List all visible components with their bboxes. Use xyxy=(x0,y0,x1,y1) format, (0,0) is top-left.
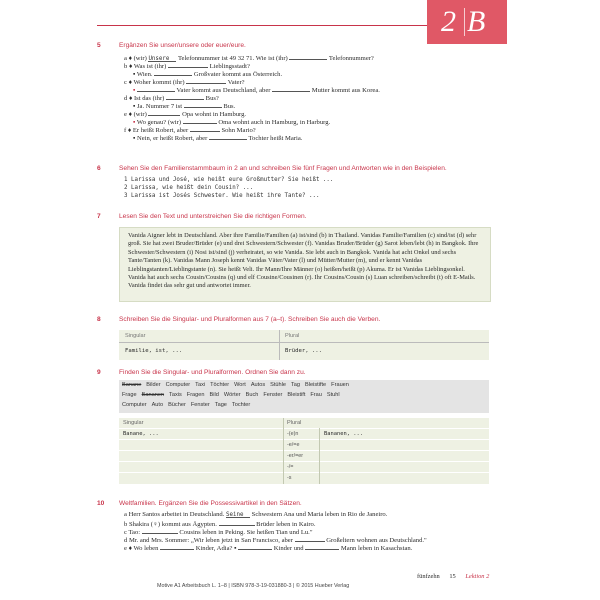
word-row-1 xyxy=(122,382,354,388)
answer-blank[interactable] xyxy=(148,109,180,116)
table-divider xyxy=(119,428,489,429)
word: Frauen xyxy=(331,382,349,388)
unit-badge xyxy=(427,0,507,44)
word: Taxis xyxy=(169,392,182,398)
unit-number: 2 xyxy=(441,5,456,38)
table-divider xyxy=(119,461,489,462)
header-rule xyxy=(97,25,437,26)
ex5-line-c2: ▪ Vater kommt aus Deutschland, aber Mutter kommt aus Korea. xyxy=(133,87,380,94)
table-divider xyxy=(319,428,320,484)
answer-blank[interactable] xyxy=(305,543,339,550)
answer-blank[interactable]: Unsere xyxy=(148,55,176,62)
answer-blank[interactable] xyxy=(289,53,327,60)
plural-suffix: -/= xyxy=(287,464,294,470)
word: Wort xyxy=(234,382,246,388)
ex5-line-f2: ▪ Nein, er heißt Robert, aber Tochter heißt Maria. xyxy=(133,135,303,142)
page-number: fünfzehn 15 Lektion 2 xyxy=(417,573,490,580)
ex10-line-d: d Mr. and Mrs. Sommer: „Wir leben jetzt in San Francisco, aber Großeltern wohnen aus Deutschland." xyxy=(124,537,427,544)
ex5-line-e1: e ♦ (wir) Opa wohnt in Hamburg. xyxy=(124,111,247,118)
exercise-instruction: Finden Sie die Singular- und Pluralformen. Ordnen Sie dann zu. xyxy=(119,369,306,376)
reading-text-box xyxy=(119,227,491,302)
cell-plural[interactable]: Bananen, ... xyxy=(324,431,363,437)
word: Computer xyxy=(122,402,147,408)
ex5-line-e2: ▪ Wo genau? (wir) Oma wohnt auch in Hamburg, in Harburg. xyxy=(133,119,331,126)
cell-plural[interactable]: Brüder, ... xyxy=(285,348,323,354)
ex5-line-b2: ▪ Wien. Großvater kommt aus Österreich. xyxy=(133,71,283,78)
answer-blank[interactable] xyxy=(142,527,178,534)
ex5-line-b1: b ♦ Was ist (ihr) Lieblingsstadt? xyxy=(124,63,250,70)
word: Auto xyxy=(151,402,164,408)
table-divider xyxy=(283,418,284,484)
answer-blank[interactable] xyxy=(190,125,220,132)
ex6-line-1: 1 Larissa und José, wie heißt eure Großmutter? Sie heißt ... xyxy=(124,177,334,183)
word: Computer xyxy=(165,382,191,388)
answer-blank[interactable] xyxy=(154,69,192,76)
word: Autos xyxy=(250,382,266,388)
plural-forms-table xyxy=(119,418,489,484)
word: Bilder xyxy=(146,382,161,388)
word: Tag xyxy=(291,382,301,388)
cell-singular[interactable]: Banane, ... xyxy=(123,431,159,437)
word: Bild xyxy=(209,392,219,398)
plural-suffix: -e/=e xyxy=(287,442,300,448)
word-row-2 xyxy=(122,392,345,398)
exercise-instruction: Lesen Sie den Text und unterstreichen Sie die richtigen Formen. xyxy=(119,213,307,220)
answer-blank[interactable] xyxy=(219,519,255,526)
word-box xyxy=(119,380,489,413)
exercise-instruction: Weltfamilien. Ergänzen Sie die Possessivartikel in den Sätzen. xyxy=(119,500,302,507)
table-divider xyxy=(119,472,489,473)
word: Wörter xyxy=(223,392,241,398)
answer-blank[interactable] xyxy=(168,61,208,68)
word: Bücher xyxy=(168,402,186,408)
word: Fragen xyxy=(186,392,205,398)
table-divider xyxy=(119,342,489,343)
answer-blank[interactable] xyxy=(160,543,194,550)
answer-blank[interactable] xyxy=(166,93,204,100)
exercise-number: 9 xyxy=(97,369,101,376)
unit-badge-divider xyxy=(464,8,465,36)
word-row-3 xyxy=(122,402,255,408)
plural-suffix: -(e)n xyxy=(287,431,299,437)
ex10-line-b: b Shakira (♀) kommt aus Ägypten. Brüder leben in Kairo. xyxy=(124,521,316,528)
answer-blank[interactable] xyxy=(137,85,175,92)
word: Tochter xyxy=(231,402,251,408)
word: Fenster xyxy=(190,402,210,408)
singular-plural-table xyxy=(119,330,489,360)
exercise-instruction: Sehen Sie den Familienstammbaum in 2 an und schreiben Sie fünf Fragen und Antworten wie in den Beispielen. xyxy=(119,165,447,172)
exercise-number: 8 xyxy=(97,316,101,323)
ex6-line-2: 2 Larissa, wie heißt dein Cousin? ... xyxy=(124,185,254,191)
ex10-line-a: a Herr Santos arbeitet in Deutschland. Seine Schwestern Ana und Maria leben in Rio de Janeiro. xyxy=(124,511,388,518)
answer-blank[interactable] xyxy=(272,85,310,92)
exercise-instruction: Schreiben Sie die Singular- und Pluralformen aus 7 (a–t). Schreiben Sie auch die Verben. xyxy=(119,316,381,323)
word: Frage xyxy=(122,392,137,398)
answer-blank[interactable] xyxy=(186,77,226,84)
word: Tage xyxy=(214,402,227,408)
word: Fenster xyxy=(263,392,283,398)
table-divider xyxy=(279,330,280,360)
exercise-instruction: Ergänzen Sie unser/unsere oder euer/eure. xyxy=(119,42,246,49)
exercise-number: 10 xyxy=(97,500,105,507)
exercise-number: 7 xyxy=(97,213,101,220)
reading-text: Vanida Aigner lebt in Deutschland. Aber ihre Familie/Familien (a) ist/sind (b) in Thailand. Vanidas Familie/Familien (c) sind/ist (d) sehr groß. Sie hat zwei Bruder/Brüder (e) und drei Schwestern/Schwester (f). Vanidas Bruder/Brüder (g) Sarot leben/lebt (h) in Bangkok. Ihre Schwester/Schwestern (i) Nosi ist/sind (j) verheiratet, so wie Vanida. Sie lebt auch in Bangkok. Vanida hat acht Onkel und sechs Tante/Tanten (k). Vanidas Mann Joseph kennt Vanidas Väter/Vater (l) und Mütter/Mutter (m), und er kennt Vanidas Lieblingstanten/Lieblingstante (n). Sie heißt Veli. Ihr Mann/Ihre Männer (o) heißen/heißt (p) Akuma. Er ist Vanidas Lieblingsonkel. Vanida hat auch sechs Cousin/Cousins (q) und elf Cousine/Cousinen (r). Ihr Cousins/Cousin (s) Luan schreiben/schreibt (t) oft E-Mails. Vanida findet das sehr gut und antwortet immer. xyxy=(128,232,479,290)
ex5-line-d2: ▪ Ja. Nummer 7 ist Bus. xyxy=(133,103,236,110)
cell-singular[interactable]: Familie, ist, ... xyxy=(125,348,183,354)
column-header-singular: Singular xyxy=(125,333,146,339)
plural-suffix: -er/=er xyxy=(287,453,304,459)
table-divider xyxy=(119,450,489,451)
imprint: Motive A1 Arbeitsbuch L. 1–8 | ISBN 978-3-19-031880-3 | © 2015 Hueber Verlag xyxy=(157,583,350,589)
word: Bleistift xyxy=(287,392,306,398)
answer-blank[interactable]: Seine xyxy=(226,511,250,518)
workbook-page xyxy=(97,0,507,600)
table-divider xyxy=(119,439,489,440)
ex6-line-3: 3 Larissa ist Josés Schwester. Wie heißt ihre Tante? ... xyxy=(124,193,320,199)
ex10-line-c: c Tao: Cousins leben in Peking. Sie heißen Tian und Lu." xyxy=(124,529,313,536)
word: Taxi xyxy=(195,382,206,388)
answer-blank[interactable] xyxy=(238,543,272,550)
exercise-number: 6 xyxy=(97,165,101,172)
ex5-line-c1: c ♦ Woher kommt (ihr) Vater? xyxy=(124,79,245,86)
column-header-singular: Singular xyxy=(123,420,144,426)
answer-blank[interactable] xyxy=(209,133,247,140)
word: Stühle xyxy=(270,382,286,388)
word: Töchter xyxy=(210,382,230,388)
ex5-line-d1: d ♦ Ist das (ihr) Bus? xyxy=(124,95,219,102)
ex5-line-f1: f ♦ Er heißt Robert, aber Sohn Mario? xyxy=(124,127,256,134)
word: Bleistifte xyxy=(305,382,327,388)
ex5-line-a1: a ♦ (wir) Unsere Telefonnummer ist 49 32 71. Wie ist (ihr) Telefonnummer? xyxy=(124,55,374,62)
column-header-plural: Plural xyxy=(287,420,302,426)
exercise-number: 5 xyxy=(97,42,101,49)
answer-blank[interactable] xyxy=(183,117,217,124)
answer-blank[interactable] xyxy=(184,101,222,108)
unit-letter: B xyxy=(467,5,486,38)
plural-suffix: -s xyxy=(287,475,292,481)
word: Stuhl xyxy=(326,392,340,398)
answer-blank[interactable] xyxy=(295,535,325,542)
word: Bananen xyxy=(141,392,165,398)
column-header-plural: Plural xyxy=(285,333,300,339)
word: Buch xyxy=(245,392,259,398)
ex10-line-e: e ♦ Wo leben Kinder, Adia? ▪ Kinder und Mann leben in Kasachstan. xyxy=(124,545,413,552)
word: Frau xyxy=(310,392,322,398)
word: Banane xyxy=(122,382,142,388)
